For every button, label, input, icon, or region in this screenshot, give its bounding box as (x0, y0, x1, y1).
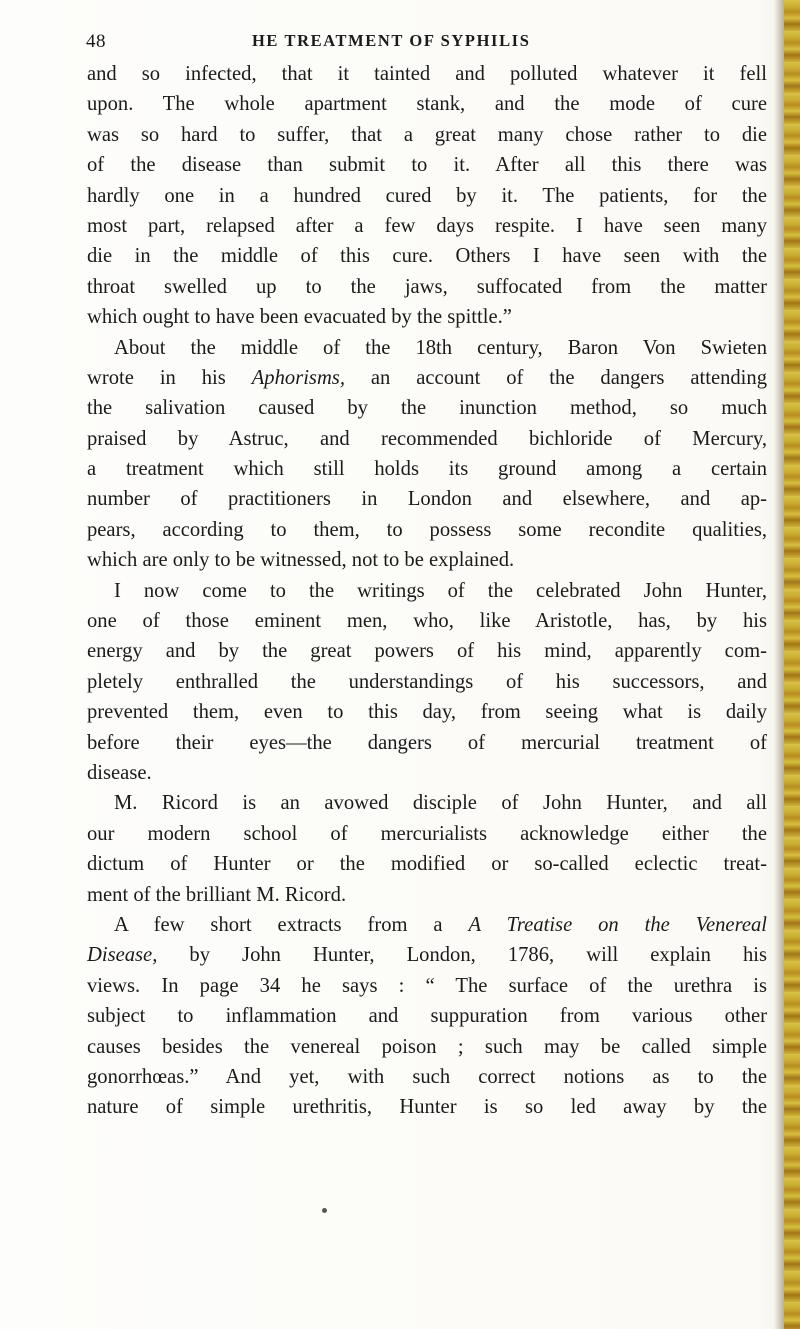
text-line: before their eyes—the dangers of mercurial treatment of (87, 731, 767, 754)
paragraph-start-line: M. Ricord is an avowed disciple of John Hunter, and all (114, 792, 767, 815)
page-edge-shadow (774, 0, 784, 1329)
text-line: nature of simple urethritis, Hunter is so led away by the (87, 1096, 767, 1119)
text-line: number of practitioners in London and elsewhere, and ap- (87, 488, 767, 511)
text-line: energy and by the great powers of his mind, apparently com- (87, 640, 767, 663)
text-line: wrote in his Aphorisms, an account of the dangers attending (87, 366, 767, 389)
text-line: most part, relapsed after a few days respite. I have seen many (87, 214, 767, 237)
text-line: which are only to be witnessed, not to be explained. (87, 549, 515, 572)
text-line: the salivation caused by the inunction method, so much (87, 397, 767, 420)
paragraph-start-line: About the middle of the 18th century, Baron Von Swieten (114, 336, 767, 359)
ink-dot (322, 1208, 327, 1213)
paragraph-start-line: A few short extracts from a A Treatise on the Venereal (114, 913, 767, 936)
gilded-page-edge (784, 0, 800, 1329)
text-line: views. In page 34 he says : “ The surface of the urethra is (87, 974, 767, 997)
running-title: HE TREATMENT OF SYPHILIS (252, 31, 531, 50)
text-line: causes besides the venereal poison ; such may be called simple (87, 1035, 767, 1058)
text-line: subject to inflammation and suppuration from various other (87, 1005, 767, 1028)
text-line: was so hard to suffer, that a great many chose rather to die (87, 123, 767, 146)
text-line: ment of the brilliant M. Ricord. (87, 883, 347, 906)
text-line: which ought to have been evacuated by the spittle.” (87, 306, 512, 329)
text-line: disease. (87, 761, 152, 784)
page-header (86, 31, 768, 55)
text-line: our modern school of mercurialists acknowledge either the (87, 822, 767, 845)
text-line: of the disease than submit to it. After all this there was (87, 154, 767, 177)
text-line: one of those eminent men, who, like Aristotle, has, by his (87, 610, 767, 633)
text-line: upon. The whole apartment stank, and the mode of cure (87, 93, 767, 116)
text-line: hardly one in a hundred cured by it. The patients, for the (87, 184, 767, 207)
text-line: gonorrhœas.” And yet, with such correct notions as to the (87, 1065, 767, 1088)
text-line: and so infected, that it tainted and polluted whatever it fell (87, 63, 767, 85)
text-line: a treatment which still holds its ground among a certain (87, 458, 767, 481)
italic-title: Disease, (87, 944, 158, 967)
text-line: throat swelled up to the jaws, suffocated from the matter (87, 275, 767, 298)
page-number: 48 (86, 31, 106, 52)
text-line: prevented them, even to this day, from seeing what is daily (87, 701, 767, 724)
paragraph-start-line: I now come to the writings of the celebrated John Hunter, (114, 579, 767, 602)
text-line: pears, according to them, to possess some recondite qualities, (87, 518, 767, 541)
text-line: die in the middle of this cure. Others I have seen with the (87, 245, 767, 268)
italic-title: Aphorisms, (251, 366, 345, 389)
text-line: pletely enthralled the understandings of his successors, and (87, 670, 767, 693)
italic-title: A Treatise on the Venereal (468, 913, 767, 936)
body-text (87, 59, 767, 1123)
text-line: dictum of Hunter or the modified or so-called eclectic treat- (87, 853, 767, 876)
text-line: praised by Astruc, and recommended bichloride of Mercury, (87, 427, 767, 450)
text-line: Disease, by John Hunter, London, 1786, will explain his (87, 944, 767, 967)
